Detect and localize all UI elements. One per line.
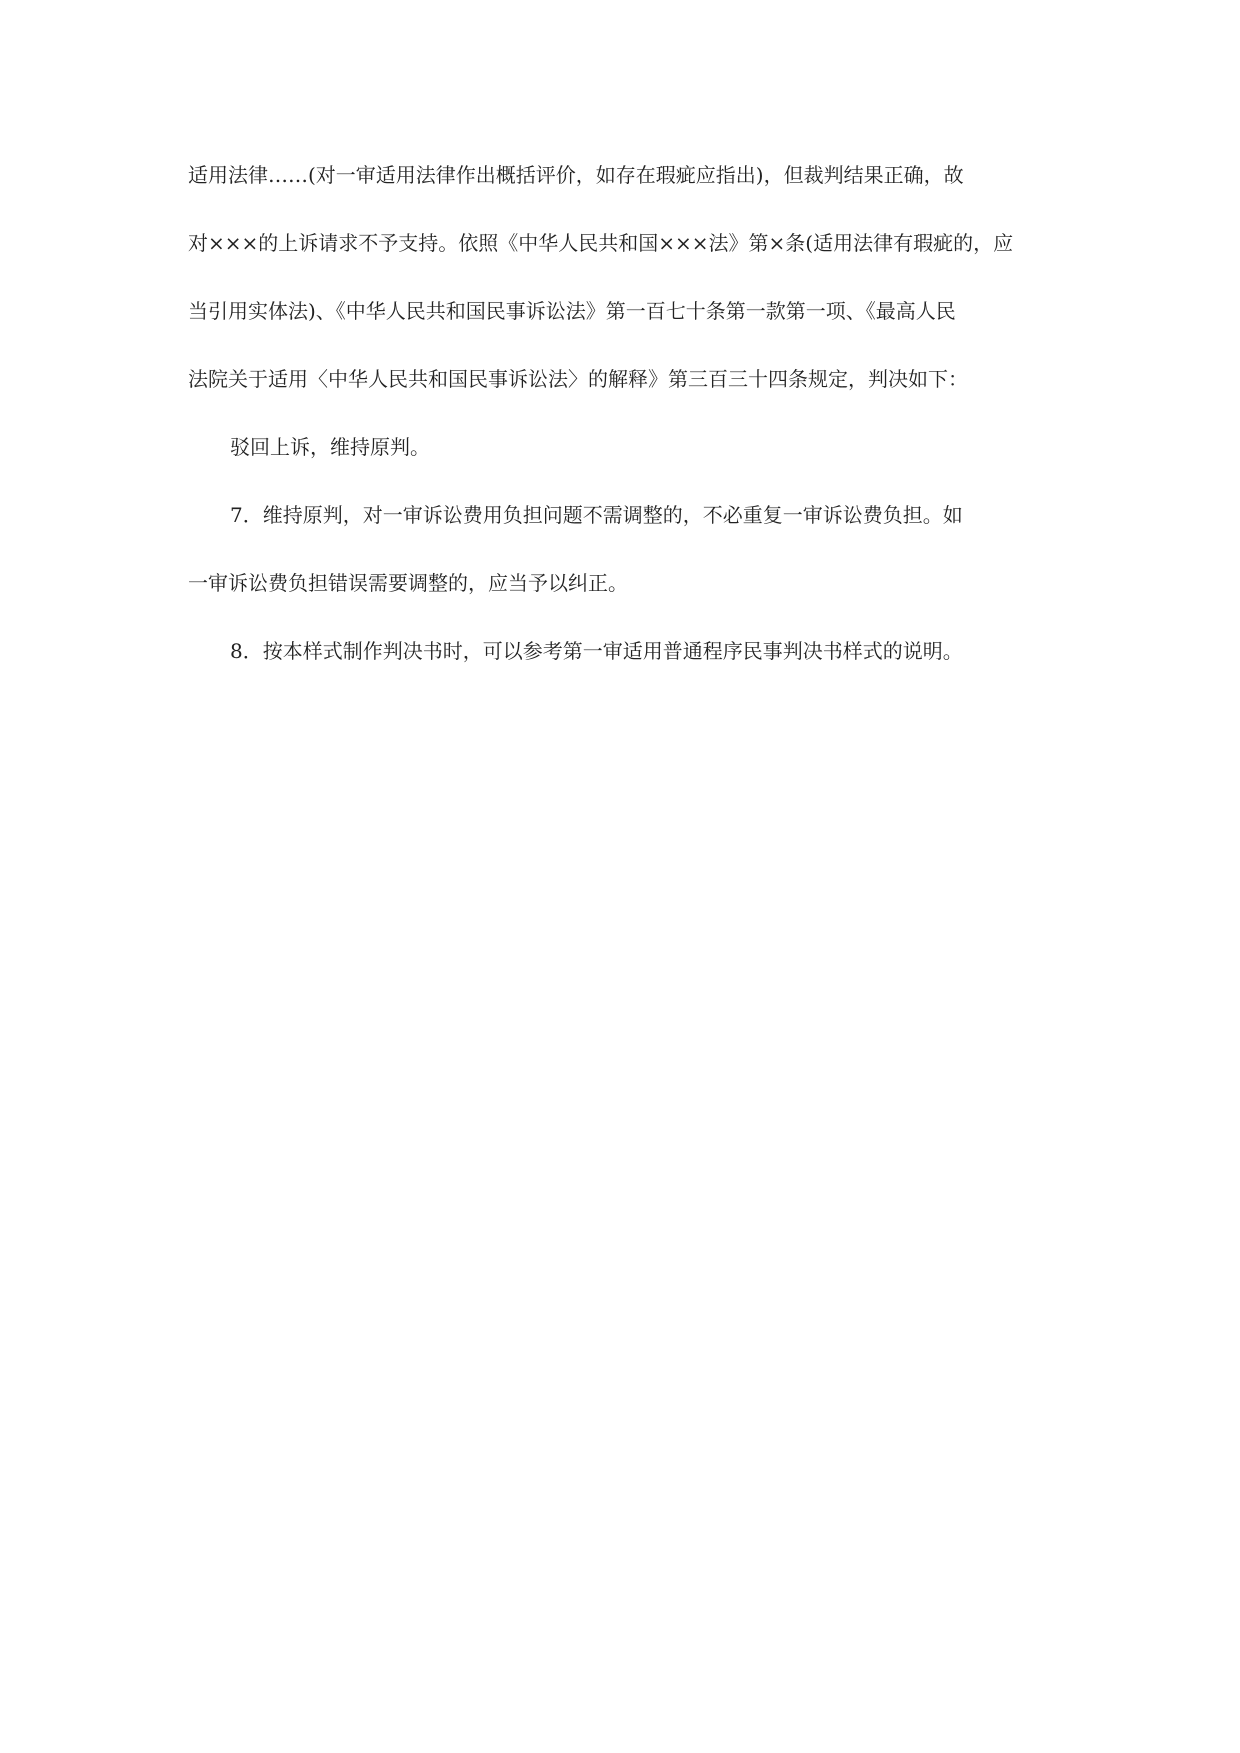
judgment-line: 驳回上诉，维持原判。	[230, 435, 430, 459]
note-8-line: 8．按本样式制作判决书时，可以参考第一审适用普通程序民事判决书样式的说明。	[230, 639, 963, 663]
text-line: 适用法律……(对一审适用法律作出概括评价，如存在瑕疵应指出)，但裁判结果正确，故	[188, 163, 964, 187]
document-body	[188, 163, 1058, 707]
text-line: 对×××的上诉请求不予支持。依照《中华人民共和国×××法》第×条(适用法律有瑕疵的，应	[188, 231, 1014, 255]
text-line: 当引用实体法)、《中华人民共和国民事诉讼法》第一百七十条第一款第一项、《最高人民	[188, 299, 956, 323]
text-line: 法院关于适用〈中华人民共和国民事诉讼法〉的解释》第三百三十四条规定，判决如下：	[188, 367, 968, 391]
note-7-continuation: 一审诉讼费负担错误需要调整的，应当予以纠正。	[188, 571, 628, 595]
note-7-line: 7．维持原判，对一审诉讼费用负担问题不需调整的，不必重复一审诉讼费负担。如	[230, 503, 963, 527]
